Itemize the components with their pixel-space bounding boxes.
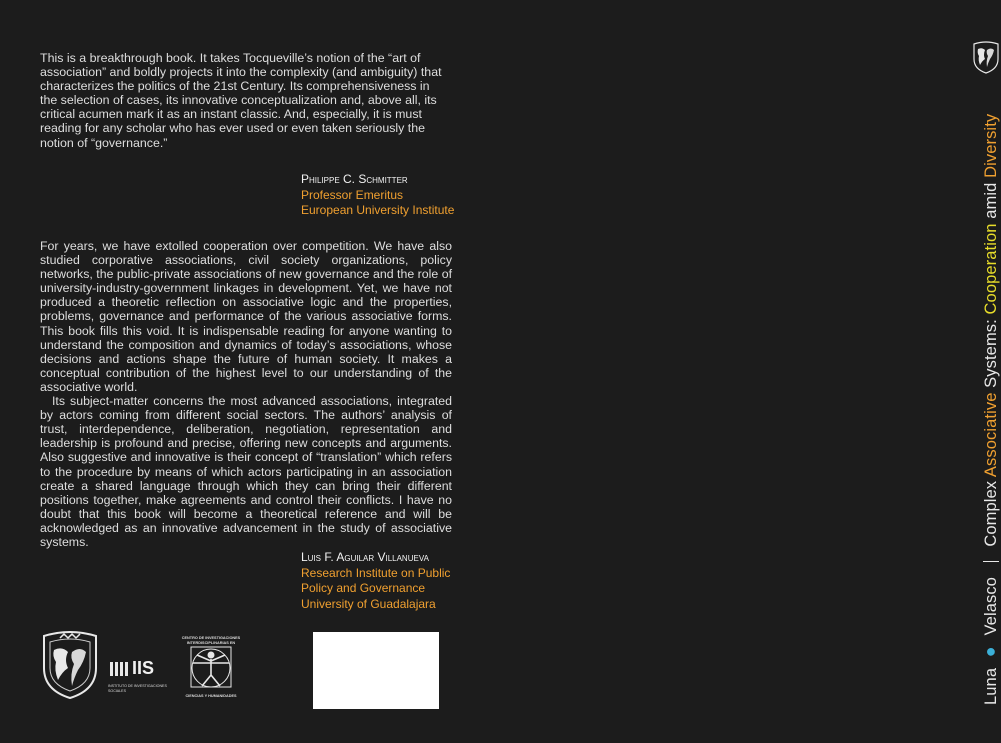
ceiich-caption-top: CENTRO DE INVESTIGACIONES INTERDISCIPLINARIAS EN xyxy=(181,636,241,645)
spine-title-word: amid xyxy=(982,182,1000,219)
spine-author: Velasco xyxy=(982,577,1000,636)
barcode-area xyxy=(313,632,439,709)
author-role: Professor Emeritus xyxy=(301,187,404,202)
author-name: Luis F. Aguilar Villanueva xyxy=(301,550,429,564)
ceiich-logo xyxy=(178,636,244,699)
spine xyxy=(478,0,1000,743)
attribution-schmitter xyxy=(301,172,471,219)
back-cover xyxy=(0,0,478,743)
spine-title-line xyxy=(980,114,1001,705)
author-affiliation: University of Guadalajara xyxy=(301,596,436,611)
vitruvian-man-icon xyxy=(178,645,244,689)
spine-title-word: Complex xyxy=(982,480,1000,547)
ceiich-caption-bottom: CIENCIAS Y HUMANIDADES xyxy=(185,694,237,699)
quote-schmitter: This is a breakthrough book. It takes Tocqueville’s notion of the “art of association” and boldly projects it into the complexity (and ambiguity) that characterizes the politics of the 21st Century. Its comprehensiveness in the selection of cases, its innovative conceptualization and, above all, its critical acumen mark it as an instant classic. And, especially, it is must reading for any scholar who has ever used or even taken seriously the notion of “governance.” xyxy=(40,51,442,150)
unam-seal-small-logo xyxy=(971,40,1001,74)
separator-dot-icon: ● xyxy=(980,646,1000,658)
spine-divider xyxy=(983,561,999,562)
iis-logo xyxy=(108,660,168,693)
spine-title-word: Associative xyxy=(982,392,1000,478)
spine-title-word: Diversity xyxy=(982,113,1000,178)
author-affiliation: European University Institute xyxy=(301,203,455,217)
quote-aguilar xyxy=(40,239,452,549)
quote-paragraph: For years, we have extolled cooperation over competition. We have also studied corporative associations, civil society organizations, policy networks, the public-private associations of new governance and the role of university-industry-government linkages in development. Yet, we have not produced a theoretic reflection on associative logic and the properties, problems, governance and performance of the various associative forms. This book fills this void. It is indispensable reading for anyone wanting to understand the composition and dynamics of today’s associations, whose decisions and actions shape the future of human society. It makes a conceptual contribution of the highest level to our understanding of the associative world. xyxy=(40,239,452,394)
iis-caption: INSTITUTO DE INVESTIGACIONES SOCIALES xyxy=(108,684,167,693)
spine-author: Luna xyxy=(982,667,1000,705)
unam-seal-logo xyxy=(38,628,102,700)
iis-wordmark: IIS xyxy=(132,658,155,678)
spine-title-word: Systems: xyxy=(982,319,1000,388)
author-role: Research Institute on Public Policy and Governance xyxy=(301,565,451,595)
spine-title-word: Cooperation xyxy=(982,223,1000,315)
author-name: Philippe C. Schmitter xyxy=(301,172,408,186)
attribution-aguilar xyxy=(301,550,476,612)
quote-paragraph: Its subject-matter concerns the most advanced associations, integrated by actors coming from different social sectors. The authors’ analysis of trust, interdependence, deliberation, negotiation, representation and leadership is profound and precise, offering new concepts and arguments. Also suggestive and innovative is their concept of “translation” which refers to the procedure by means of which actors participating in an association create a shared language through which they can bring their different positions together, make agreements and control their conflicts. I have no doubt that this book will become a theoretical reference and will be acknowledged as an innovative advancement in the study of associative systems. xyxy=(40,394,452,549)
